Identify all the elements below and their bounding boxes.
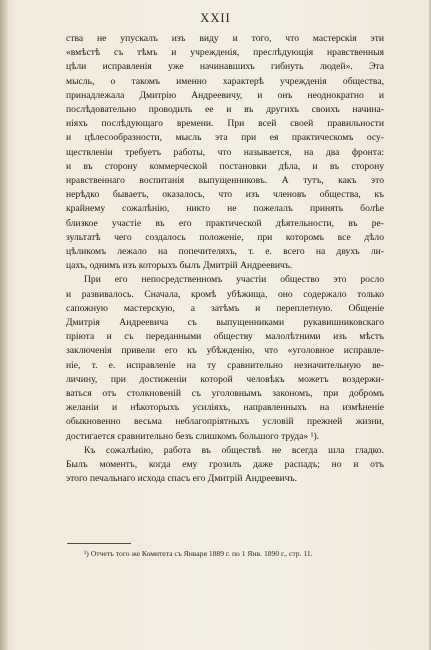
text-line: принадлежала Дмитрію Андреевичу, и онъ неоднократно и (66, 89, 384, 101)
text-line: нравственнаго воспитанія выпущенниковъ. А тутъ, какъ это (66, 175, 384, 187)
page-number: XXII (200, 11, 231, 25)
text-line: этого печальнаго исхода спасъ его Дмитрій Андреевичъ. (66, 473, 297, 485)
text-line: пріюта и съ переданными обществу малолѣтними изъ мѣстъ (66, 331, 384, 343)
text-line: ніе, т. е. исправленіе на ту сравнительно незначительную ве- (66, 359, 384, 371)
text-line: близкое участіе въ его практической дѣятельности, въ ре- (66, 217, 384, 229)
text-line: и въ сторону коммерческой постановки дѣла, и въ сторону (66, 160, 384, 172)
text-line: желаніи и нѣкоторыхъ усиліяхъ, направленныхъ на измѣненіе (66, 402, 384, 414)
text-line: достигается сравнительно безъ слишкомъ большого труда» ¹). (66, 430, 320, 442)
page-spine-shadow (0, 0, 8, 650)
text-line: мысль, о такомъ именно характерѣ учрежденія общества, (66, 75, 384, 87)
body-text (66, 32, 384, 487)
text-line: Къ сожалѣнію, работа въ обществѣ не всегда шла гладко. (84, 444, 384, 456)
text-line: ства не упускалъ изъ виду и того, что мастерскія эти (66, 33, 384, 44)
text-line: цахъ, однимъ изъ которыхъ былъ Дмитрій Андреевичъ. (66, 260, 293, 272)
text-line: ніяхъ послѣдующаго времени. При всей своей правильности (66, 118, 384, 130)
text-line: цѣликомъ лежало на попечителяхъ, т. е. всего на двухъ ли- (66, 246, 384, 258)
text-line: цѣли исправленія уже начинавшихъ гибнуть людей». Эта (66, 61, 384, 73)
text-line: заключенія привели его къ убѣжденію, что «уголовное исправле- (66, 345, 384, 357)
text-line: Былъ моментъ, когда ему грозилъ даже распадъ; но и отъ (66, 459, 384, 471)
footnote-divider (67, 543, 131, 544)
text-line: и цѣлесообразности, мысль эта при ея практическомъ осу- (66, 132, 384, 144)
text-line: и развивалось. Сначала, кромѣ убѣжища, оно содержало только (66, 288, 384, 300)
text-line: При его непосредственномъ участіи общество это росло (84, 274, 384, 286)
text-line: личину, при достиженіи которой человѣкъ можетъ воздержи- (66, 373, 384, 385)
text-line: обыкновенно весьма неблагопріятныхъ условій прежней жизни, (66, 416, 384, 428)
text-line: послѣдовательно проводилъ ее и въ другихъ своихъ начина- (66, 104, 384, 116)
text-line: крайнему сожалѣнію, никто не пожелалъ принять болѣе (66, 203, 384, 215)
text-line: сапожную мастерскую, а затѣмъ и переплетную. Общеніе (66, 302, 384, 314)
footnote: ¹) Отчетъ того же Комитета съ Января 1889 г. по 1 Янв. 1890 г., стр. 11. (84, 549, 313, 558)
text-line: ваться отъ столкновеній съ уголовнымъ закономъ, при добромъ (66, 388, 384, 400)
text-line: зультатѣ чего создалось положеніе, при которомъ все дѣло (66, 231, 384, 243)
text-line: ществленіи требуетъ работы, что называется, на два фронта: (66, 146, 384, 158)
text-line: «вмѣстѣ съ тѣмъ и учрежденія, преслѣдующія нравственныя (66, 47, 384, 59)
text-line: нерѣдко бываетъ, оказалось, что изъ членовъ общества, къ (66, 189, 384, 201)
text-line: Дмитрія Андреевича съ выпущенниками рукавишниковскаго (66, 317, 384, 329)
